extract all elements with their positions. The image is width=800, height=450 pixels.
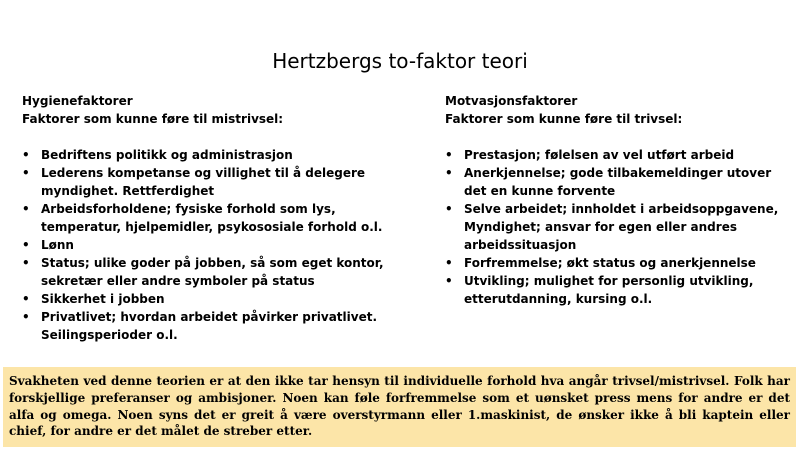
motivation-factor-text: Utvikling; mulighet for personlig utvikling, etterutdanning, kursing o.l. [464,274,754,306]
hygiene-factor-text: Sikkerhet i jobben [41,292,165,306]
hygiene-factor-text: Arbeidsforholdene; fysiske forhold som lys, temperatur, hjelpemidler, psykososiale forhold o.l. [41,202,383,234]
bullet-icon: • [22,310,30,324]
hygiene-factor-item [22,200,412,236]
bullet-icon: • [445,166,453,180]
hygiene-factors-column [22,92,412,344]
motivation-factor-item [445,146,795,164]
bullet-icon: • [22,202,30,216]
hygiene-factor-item [22,290,412,308]
theory-weakness-note: Svakheten ved denne teorien er at den ikke tar hensyn til individuelle forhold hva angår trivsel/mistrivsel. Folk har forskjellige preferanser og ambisjoner. Noen kan føle forfremmelse som et uønsket press mens for andre er det alfa og omega. Noen syns det er greit å være overstyrmann eller 1.maskinist, de ønsker ikke å bli kaptein eller chief, for andre er det målet de streber etter. [3,367,796,447]
hygiene-factor-text: Lønn [41,238,74,252]
motivation-subheading: Faktorer som kunne føre til trivsel: [445,112,683,126]
hygiene-factor-text: Bedriftens politikk og administrasjon [41,148,293,162]
hygiene-factor-item [22,254,412,290]
motivation-factor-item [445,254,795,272]
hygiene-factor-item [22,308,412,344]
hygiene-subheading: Faktorer som kunne føre til mistrivsel: [22,112,284,126]
motivation-factor-list [445,146,795,308]
bullet-icon: • [445,274,453,288]
hygiene-factor-text: Status; ulike goder på jobben, så som eget kontor, sekretær eller andre symboler på status [41,256,384,288]
hygiene-factor-item [22,146,412,164]
bullet-icon: • [22,292,30,306]
hygiene-heading: Hygienefaktorer [22,94,133,108]
bullet-icon: • [445,202,453,216]
motivation-factor-text: Forfremmelse; økt status og anerkjennelse [464,256,756,270]
motivation-factor-item [445,272,795,308]
hygiene-factor-text: Lederens kompetanse og villighet til å delegere myndighet. Rettferdighet [41,166,366,198]
motivation-factors-column [445,92,795,308]
bullet-icon: • [445,256,453,270]
bullet-icon: • [22,238,30,252]
hygiene-factor-list [22,146,412,344]
motivation-factor-item [445,200,795,254]
motivation-heading: Motvasjonsfaktorer [445,94,578,108]
motivation-factor-text: Selve arbeidet; innholdet i arbeidsoppgavene, Myndighet; ansvar for egen eller andres arbeidssituasjon [464,202,779,252]
hygiene-factor-text: Privatlivet; hvordan arbeidet påvirker privatlivet. Seilingsperioder o.l. [41,310,378,342]
bullet-icon: • [22,256,30,270]
motivation-factor-text: Prestasjon; følelsen av vel utført arbeid [464,148,735,162]
bullet-icon: • [22,148,30,162]
bullet-icon: • [445,148,453,162]
slide-title: Hertzbergs to-faktor teori [272,49,528,73]
bullet-icon: • [22,166,30,180]
hygiene-factor-item [22,164,412,200]
motivation-factor-text: Anerkjennelse; gode tilbakemeldinger utover det en kunne forvente [464,166,772,198]
motivation-factor-item [445,164,795,200]
hygiene-factor-item [22,236,412,254]
